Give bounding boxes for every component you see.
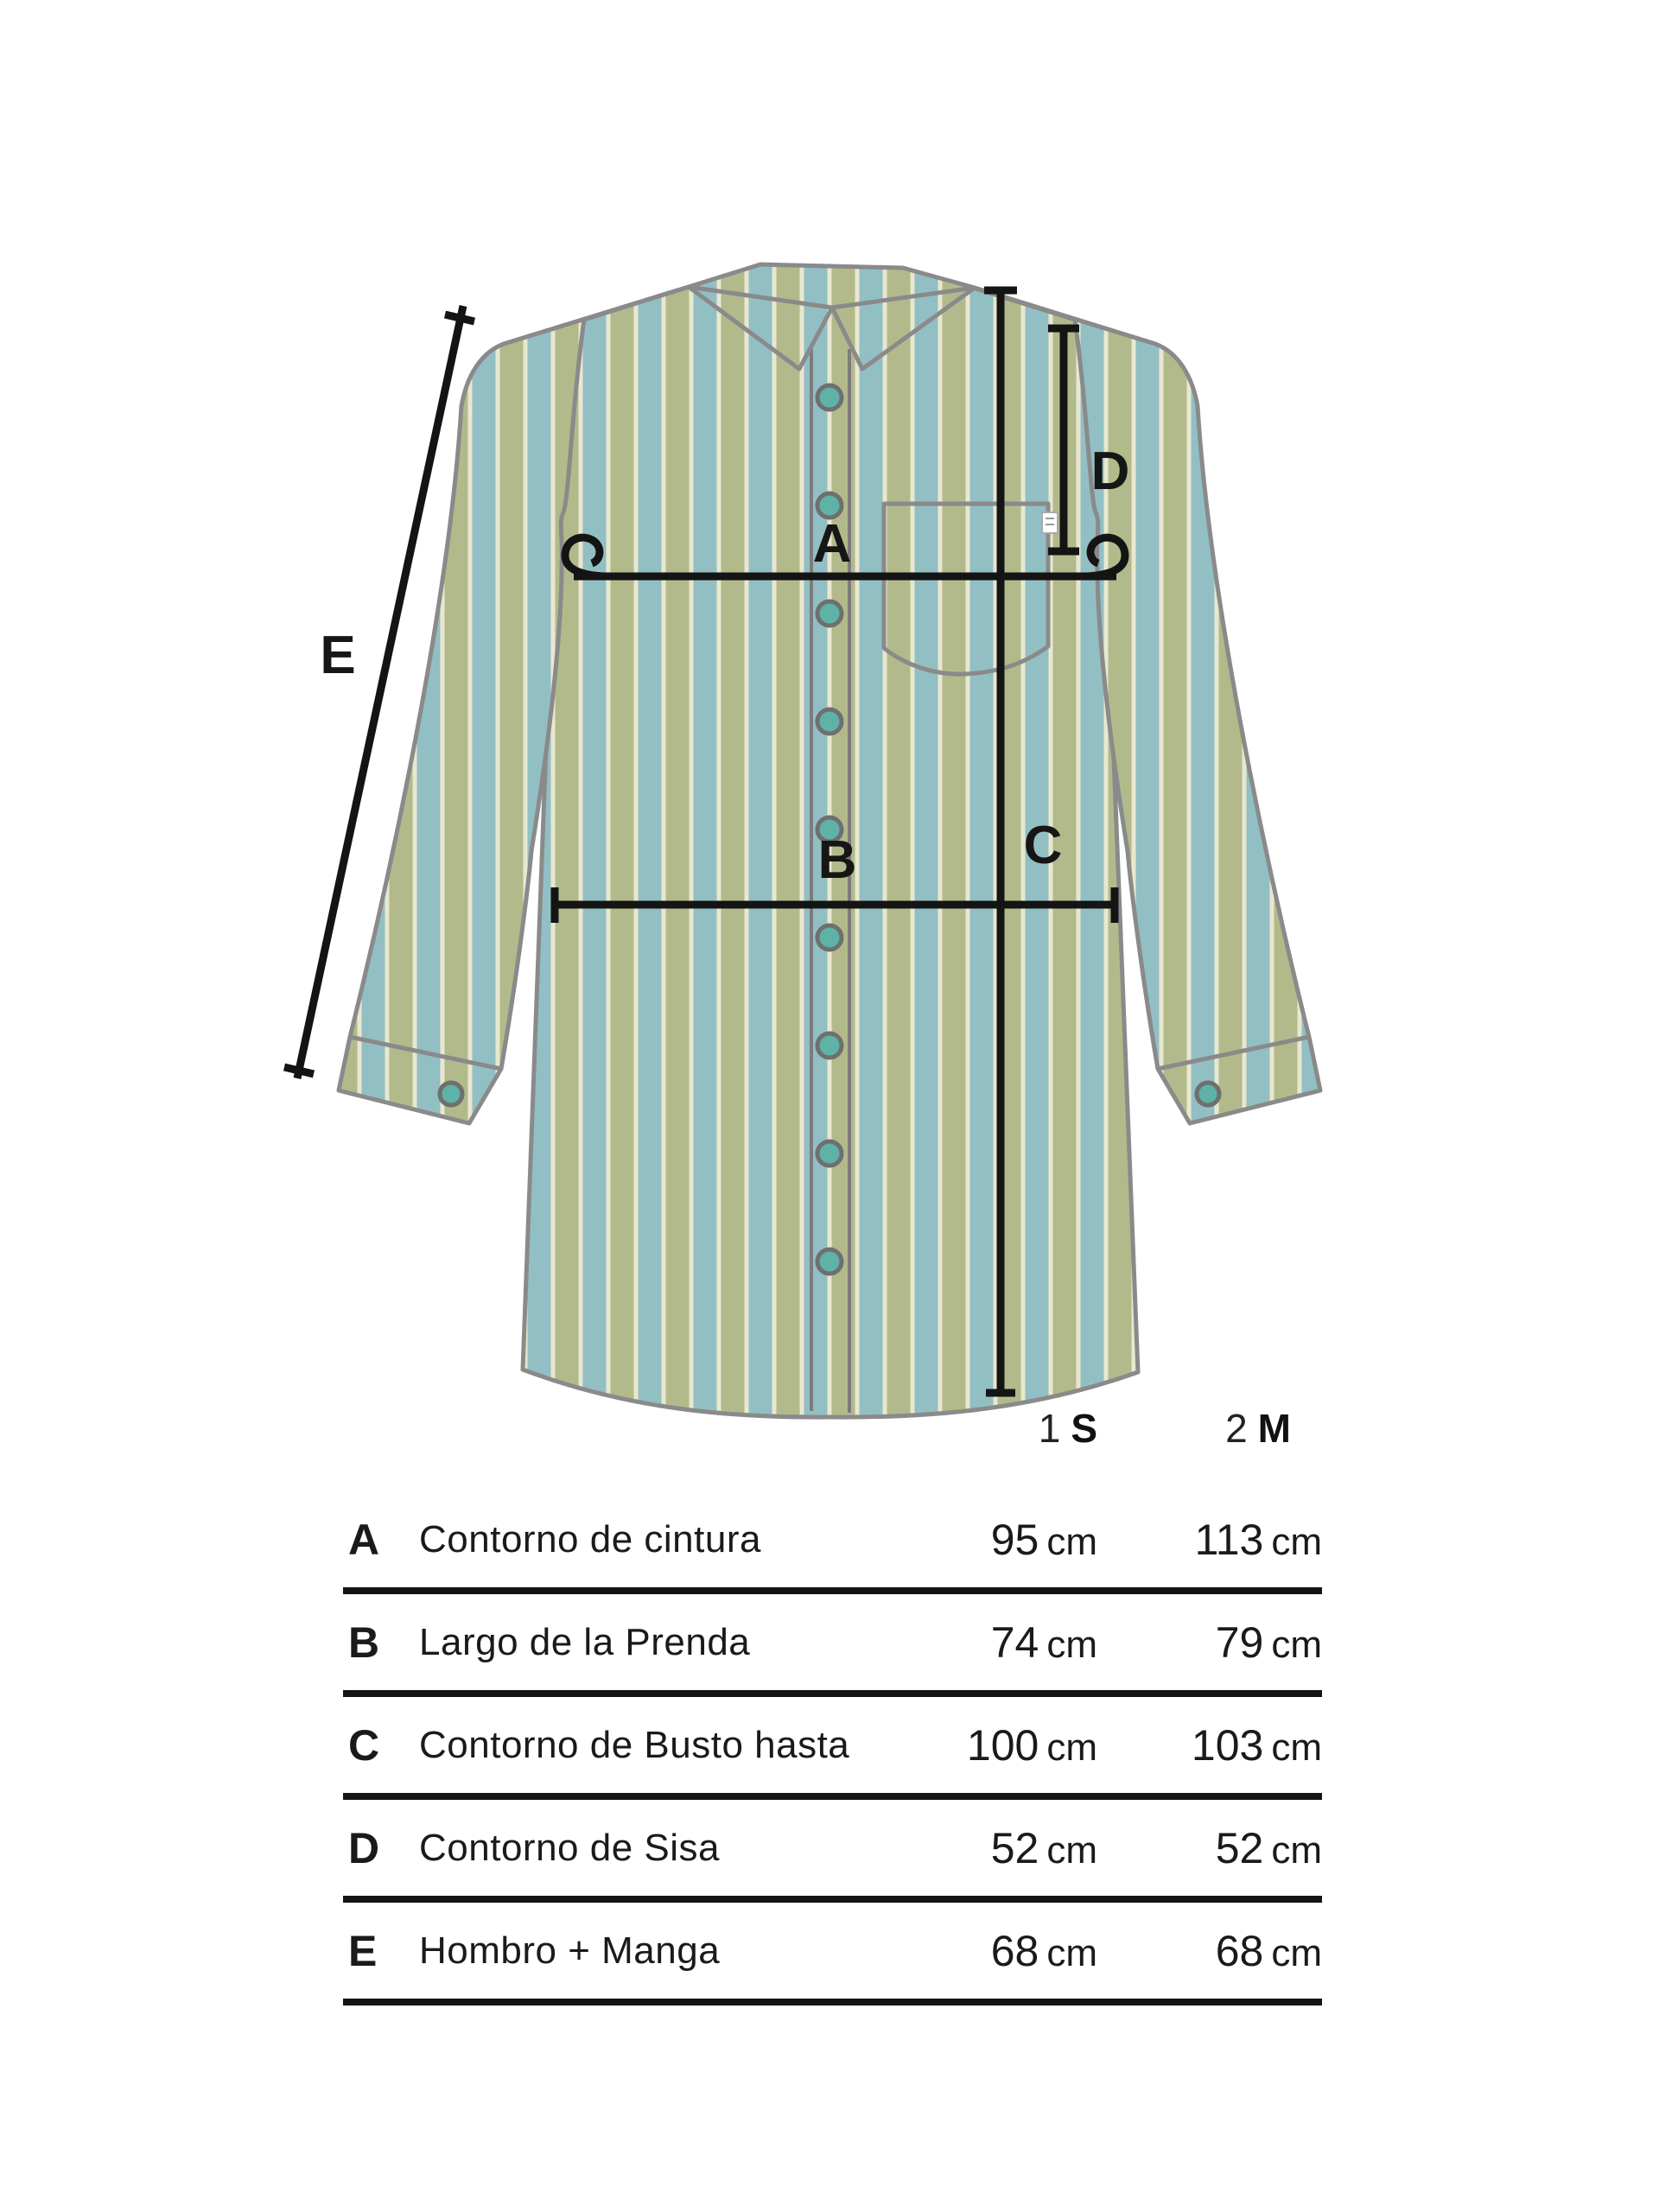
- table-row-d: [343, 1800, 1322, 1903]
- size-1-number: 1: [1038, 1406, 1061, 1451]
- size-2-label: M: [1257, 1406, 1291, 1451]
- diagram-label-e: E: [320, 626, 356, 685]
- table-row-a: [343, 1491, 1322, 1594]
- size-table-header: [343, 1382, 1322, 1491]
- diagram-label-c: C: [1023, 816, 1063, 875]
- diagram-label-a: A: [812, 514, 852, 574]
- row-value-size1: 95: [990, 1515, 1039, 1564]
- row-unit: cm: [1271, 1828, 1322, 1872]
- row-unit: cm: [1046, 1520, 1097, 1563]
- size-1-label: S: [1071, 1406, 1097, 1451]
- row-value-size1: 68: [990, 1926, 1039, 1975]
- row-letter: E: [348, 1926, 378, 1975]
- row-value-size2: 113: [1194, 1515, 1264, 1564]
- size-2-number: 2: [1225, 1406, 1248, 1451]
- diagram-label-b: B: [817, 830, 857, 890]
- row-measure-name: Contorno de cintura: [419, 1517, 761, 1560]
- row-unit: cm: [1271, 1931, 1322, 1974]
- table-row-e: [343, 1903, 1322, 2005]
- left-cuff-button: [440, 1083, 462, 1105]
- row-unit: cm: [1046, 1726, 1097, 1769]
- row-unit: cm: [1271, 1520, 1322, 1563]
- size-column-1-header: [925, 1405, 1097, 1452]
- row-letter: A: [348, 1515, 380, 1564]
- table-row-c: [343, 1697, 1322, 1800]
- row-measure-name: Largo de la Prenda: [419, 1620, 751, 1663]
- right-cuff-button: [1197, 1083, 1219, 1105]
- row-value-size1: 52: [990, 1823, 1039, 1872]
- size-column-2-header: [1097, 1405, 1322, 1452]
- row-unit: cm: [1271, 1726, 1322, 1769]
- row-unit: cm: [1271, 1623, 1322, 1666]
- row-unit: cm: [1046, 1931, 1097, 1974]
- row-letter: C: [348, 1720, 380, 1770]
- chest-pocket: [884, 504, 1048, 674]
- row-value-size2: 52: [1215, 1823, 1264, 1872]
- row-value-size2: 103: [1191, 1720, 1264, 1770]
- row-value-size2: 68: [1215, 1926, 1264, 1975]
- row-measure-name: Contorno de Busto hasta: [419, 1723, 850, 1766]
- row-letter: D: [348, 1823, 380, 1872]
- row-value-size1: 74: [990, 1618, 1039, 1667]
- row-value-size2: 79: [1215, 1618, 1264, 1667]
- row-unit: cm: [1046, 1828, 1097, 1872]
- size-table: [343, 1382, 1322, 2005]
- row-letter: B: [348, 1618, 380, 1667]
- row-unit: cm: [1046, 1623, 1097, 1666]
- row-value-size1: 100: [966, 1720, 1039, 1770]
- table-row-b: [343, 1594, 1322, 1697]
- pocket-tag: [1042, 512, 1058, 533]
- row-measure-name: Hombro + Manga: [419, 1929, 721, 1972]
- row-measure-name: Contorno de Sisa: [419, 1826, 720, 1869]
- diagram-label-d: D: [1090, 442, 1130, 501]
